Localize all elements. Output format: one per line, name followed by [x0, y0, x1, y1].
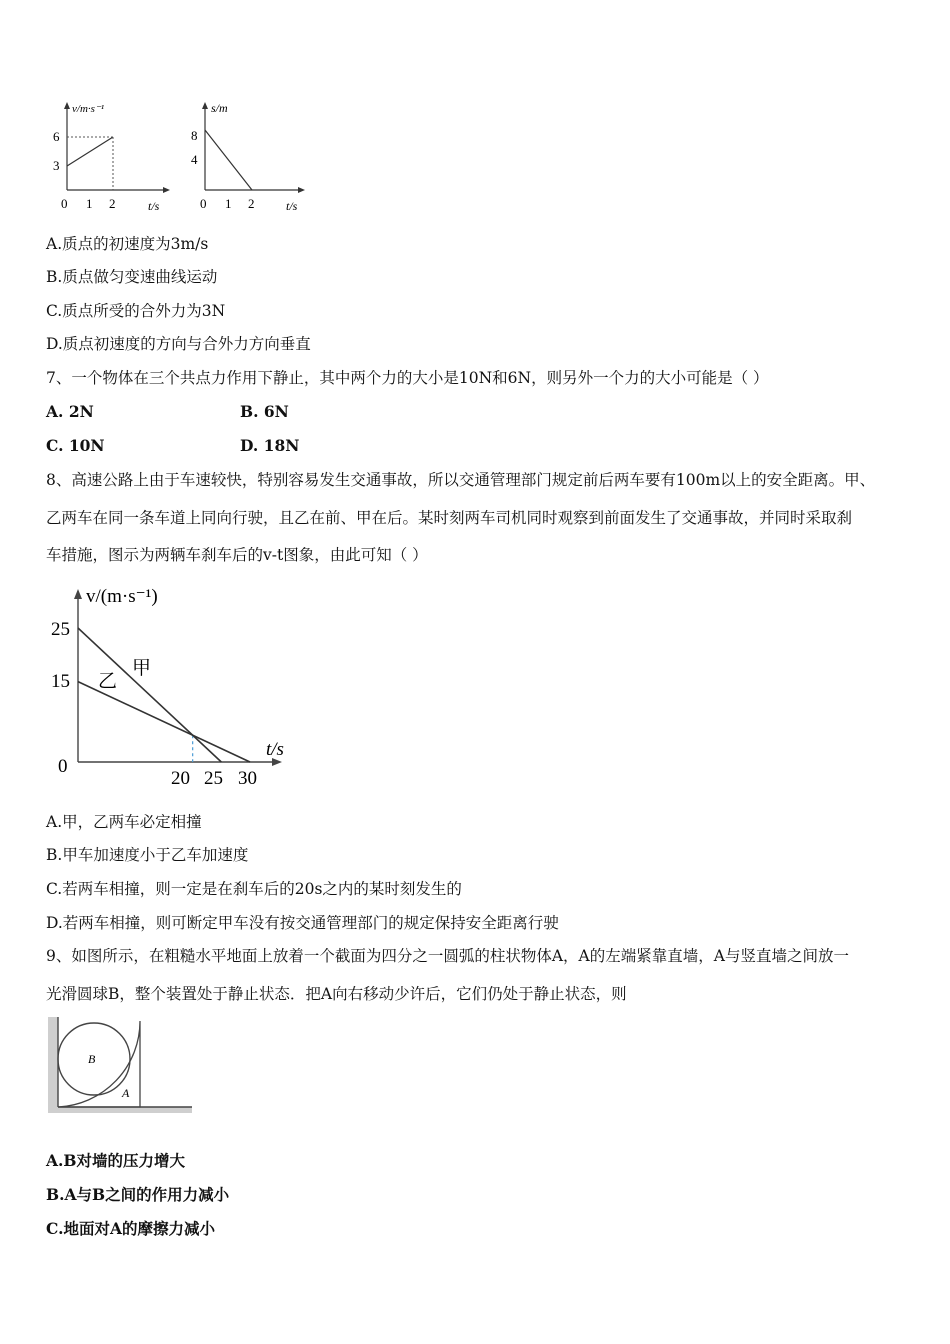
q8-stem-line-2: 乙两车在同一条车道上同向行驶，且乙在前、甲在后。某时刻两车司机同时观察到前面发生了交通事故，并同时采取刹: [46, 509, 853, 527]
s-graph-xlabel: t/s: [286, 199, 298, 213]
graph-xtick-30: 30: [238, 768, 257, 789]
v-graph-xtick-0: 0: [61, 196, 68, 211]
q9-option-b: B.A与B之间的作用力减小: [46, 1185, 230, 1204]
graph-origin: 0: [58, 756, 68, 777]
graph-ylabel: v/(m·s⁻¹): [86, 586, 158, 607]
v-graph-ytick-6: 6: [53, 129, 60, 144]
s-graph-ylabel: s/m: [211, 101, 228, 115]
q8-stem-line-1: 8、高速公路上由于车速较快，特别容易发生交通事故，所以交通管理部门规定前后两车要有100m以上的安全距离。甲、: [46, 471, 876, 489]
v-graph-xtick-2: 2: [109, 196, 116, 211]
q9-stem-line-1: 9、如图所示，在粗糙水平地面上放着一个截面为四分之一圆弧的柱状物体A，A的左端紧靠直墙，A与竖直墙之间放一: [46, 947, 849, 965]
q7-stem: 7、一个物体在三个共点力作用下静止，其中两个力的大小是10N和6N，则另外一个力的大小可能是（ ）: [46, 369, 769, 387]
q8-option-b: B.甲车加速度小于乙车加速度: [46, 846, 249, 864]
vt-braking-graph: [40, 580, 310, 795]
q6-option-d: D.质点初速度的方向与合外力方向垂直: [46, 335, 311, 353]
label-a: A: [122, 1086, 130, 1100]
graph-ytick-25: 25: [51, 619, 70, 640]
v-graph-xtick-1: 1: [86, 196, 93, 211]
v-graph-ylabel: v/m·s⁻¹: [72, 103, 105, 115]
s-graph-ytick-4: 4: [191, 152, 198, 167]
s-graph-ytick-8: 8: [191, 128, 198, 143]
graph-ytick-15: 15: [51, 671, 70, 692]
q8-option-d: D.若两车相撞，则可断定甲车没有按交通管理部门的规定保持安全距离行驶: [46, 914, 559, 932]
q7-option-a: A. 2N: [46, 402, 94, 421]
q7-option-d: D. 18N: [240, 436, 300, 455]
v-graph-ytick-3: 3: [53, 158, 60, 173]
s-graph-xtick-1: 1: [225, 196, 232, 211]
velocity-time-graph: [40, 98, 180, 216]
series-line-yi: [78, 682, 250, 762]
graph-xlabel: t/s: [266, 739, 284, 760]
v-graph-xlabel: t/s: [148, 199, 160, 213]
q6-option-b: B.质点做匀变速曲线运动: [46, 268, 218, 286]
velocity-line: [67, 137, 113, 166]
q6-option-c: C.质点所受的合外力为3N: [46, 302, 226, 320]
graph-xtick-20: 20: [171, 768, 190, 789]
q6-option-a: A.质点的初速度为3m/s: [46, 235, 209, 253]
graph-xtick-25: 25: [204, 768, 223, 789]
series-line-jia: [78, 628, 221, 762]
q8-option-a: A.甲，乙两车必定相撞: [46, 813, 202, 831]
q8-stem-line-3: 车措施，图示为两辆车刹车后的v-t图象，由此可知（ ）: [46, 546, 428, 564]
displacement-time-graph: [185, 98, 315, 216]
q7-option-b: B. 6N: [240, 402, 289, 421]
q9-stem-line-2: 光滑圆球B，整个装置处于静止状态．把A向右移动少许后，它们仍处于静止状态，则: [46, 985, 627, 1003]
q9-option-c: C.地面对A的摩擦力减小: [46, 1219, 215, 1238]
s-graph-xtick-0: 0: [200, 196, 207, 211]
series-label-yi: 乙: [98, 671, 118, 692]
displacement-line: [205, 130, 252, 190]
wall-ball-arc-figure: [44, 1015, 196, 1115]
s-graph-xtick-2: 2: [248, 196, 255, 211]
series-label-jia: 甲: [132, 658, 152, 679]
q9-option-a: A.B对墙的压力增大: [46, 1151, 186, 1170]
q7-option-c: C. 10N: [46, 436, 105, 455]
label-b: B: [88, 1052, 96, 1066]
q8-option-c: C.若两车相撞，则一定是在刹车后的20s之内的某时刻发生的: [46, 880, 462, 898]
